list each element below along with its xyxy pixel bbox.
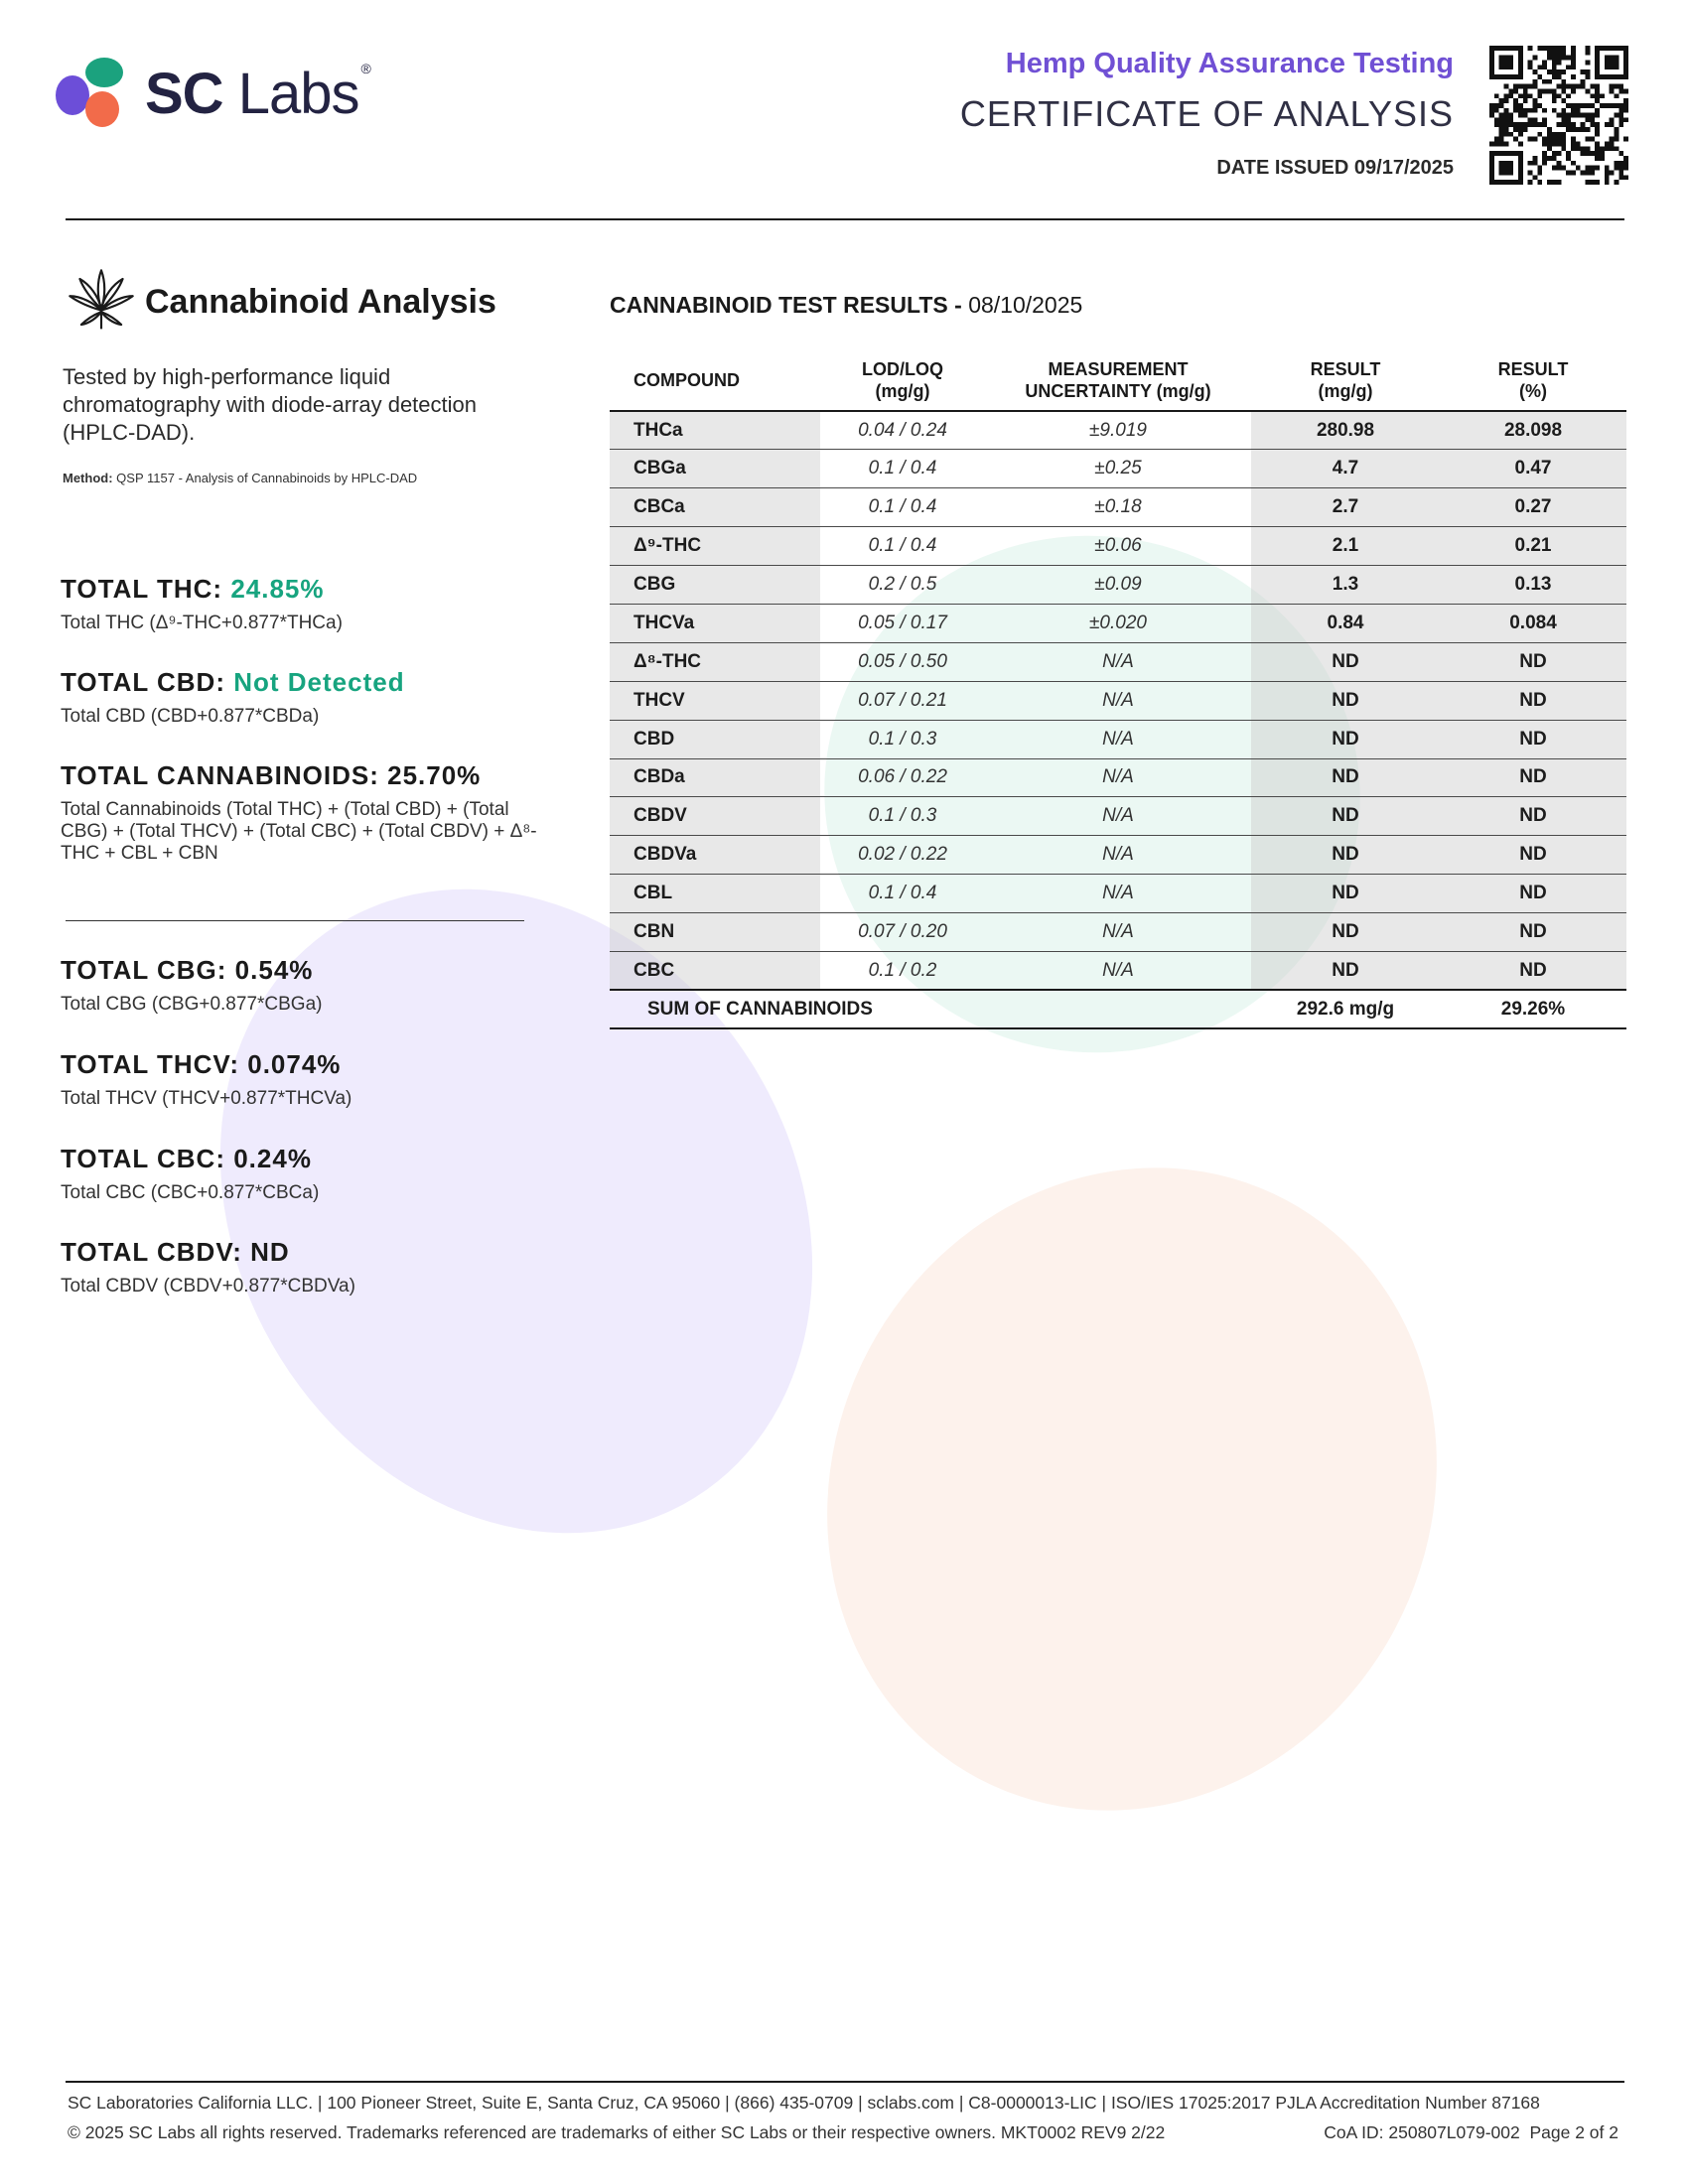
total-cannabinoids-value: 25.70% <box>387 760 482 790</box>
uncertainty: ±0.09 <box>985 566 1251 605</box>
uncertainty: N/A <box>985 681 1251 720</box>
result-pct: ND <box>1440 913 1626 952</box>
result-mg: ND <box>1251 758 1440 797</box>
result-mg: 1.3 <box>1251 566 1440 605</box>
logo-dot-purple <box>56 75 89 115</box>
cannabinoid-results-table <box>610 349 1626 1029</box>
uncertainty: ±0.25 <box>985 450 1251 488</box>
compound-name: Δ⁸-THC <box>610 642 820 681</box>
total-cbc-block: TOTAL CBC: 0.24% Total CBC (CBC+0.877*CBCa) <box>61 1144 320 1203</box>
result-mg: ND <box>1251 913 1440 952</box>
result-mg: 4.7 <box>1251 450 1440 488</box>
lod-loq: 0.1 / 0.4 <box>820 450 985 488</box>
footer-copyright-line: © 2025 SC Labs all rights reserved. Trademarks referenced are trademarks of either SC Labs or their respective owners. MKT0002 REV9 2/22 <box>68 2122 1166 2142</box>
total-thc-value: 24.85% <box>230 574 325 604</box>
header-divider <box>66 218 1624 220</box>
result-pct: 0.21 <box>1440 527 1626 566</box>
compound-name: CBD <box>610 720 820 758</box>
total-cbc-formula: Total CBC (CBC+0.877*CBCa) <box>61 1182 320 1203</box>
result-pct: ND <box>1440 836 1626 875</box>
total-thcv-value: 0.074% <box>247 1049 342 1079</box>
uncertainty: ±0.06 <box>985 527 1251 566</box>
table-row <box>610 411 1626 450</box>
table-row <box>610 488 1626 527</box>
result-mg: ND <box>1251 797 1440 836</box>
table-row <box>610 875 1626 913</box>
result-pct: 0.13 <box>1440 566 1626 605</box>
total-cbd-block: TOTAL CBD: Not Detected Total CBD (CBD+0.877*CBDa) <box>61 667 405 727</box>
lod-loq: 0.2 / 0.5 <box>820 566 985 605</box>
compound-name: THCVa <box>610 604 820 642</box>
qr-code-icon <box>1489 46 1628 185</box>
col-header-result-pct: RESULT (%) <box>1440 349 1626 411</box>
footer-address-line: SC Laboratories California LLC. | 100 Pioneer Street, Suite E, Santa Cruz, CA 95060 | (866) 435-0709 | sclabs.com | C8-0000013-LIC | ISO/IES 17025:2017 PJLA Accreditation Number 87168 <box>68 2093 1540 2113</box>
header-subtitle: Hemp Quality Assurance Testing <box>1005 48 1454 79</box>
uncertainty: N/A <box>985 836 1251 875</box>
col-header-uncertainty: MEASUREMENT UNCERTAINTY (mg/g) <box>985 349 1251 411</box>
total-thc-formula: Total THC (Δ⁹-THC+0.877*THCa) <box>61 613 343 633</box>
compound-name: CBDV <box>610 797 820 836</box>
total-cbg-formula: Total CBG (CBG+0.877*CBGa) <box>61 994 323 1015</box>
lod-loq: 0.1 / 0.3 <box>820 720 985 758</box>
method-line: Method: QSP 1157 - Analysis of Cannabinoids by HPLC-DAD <box>63 471 418 485</box>
result-mg: ND <box>1251 836 1440 875</box>
sc-labs-logo-mark-icon <box>56 56 127 131</box>
test-method-description: Tested by high-performance liquid chromatography with diode-array detection (HPLC-DAD). <box>63 364 478 445</box>
compound-name: CBGa <box>610 450 820 488</box>
compound-name: THCV <box>610 681 820 720</box>
cannabis-leaf-icon <box>66 266 137 338</box>
footer-divider <box>66 2081 1624 2083</box>
test-results-title: CANNABINOID TEST RESULTS - 08/10/2025 <box>610 292 1083 318</box>
lod-loq: 0.1 / 0.2 <box>820 951 985 990</box>
compound-name: CBDVa <box>610 836 820 875</box>
totals-divider <box>66 920 524 921</box>
lod-loq: 0.02 / 0.22 <box>820 836 985 875</box>
result-mg: ND <box>1251 681 1440 720</box>
total-cbdv-value: ND <box>250 1237 290 1267</box>
uncertainty: N/A <box>985 642 1251 681</box>
table-row <box>610 450 1626 488</box>
col-header-result-mg: RESULT (mg/g) <box>1251 349 1440 411</box>
uncertainty: N/A <box>985 913 1251 952</box>
table-row <box>610 642 1626 681</box>
compound-name: THCa <box>610 411 820 450</box>
result-pct: ND <box>1440 758 1626 797</box>
header-title: CERTIFICATE OF ANALYSIS <box>959 93 1454 134</box>
lod-loq: 0.1 / 0.4 <box>820 488 985 527</box>
compound-name: CBCa <box>610 488 820 527</box>
lod-loq: 0.1 / 0.3 <box>820 797 985 836</box>
result-pct: ND <box>1440 797 1626 836</box>
result-pct: ND <box>1440 720 1626 758</box>
col-header-lod-loq: LOD/LOQ (mg/g) <box>820 349 985 411</box>
lod-loq: 0.07 / 0.20 <box>820 913 985 952</box>
table-row <box>610 951 1626 990</box>
total-thcv-block: TOTAL THCV: 0.074% Total THCV (THCV+0.877*THCVa) <box>61 1049 352 1109</box>
uncertainty: N/A <box>985 875 1251 913</box>
logo-dot-orange <box>85 91 119 127</box>
uncertainty: ±0.18 <box>985 488 1251 527</box>
date-issued: DATE ISSUED 09/17/2025 <box>1216 157 1454 179</box>
compound-name: CBG <box>610 566 820 605</box>
table-row <box>610 797 1626 836</box>
col-header-compound: COMPOUND <box>610 349 820 411</box>
uncertainty: N/A <box>985 797 1251 836</box>
total-cbd-value: Not Detected <box>233 667 405 697</box>
compound-name: CBN <box>610 913 820 952</box>
compound-name: CBC <box>610 951 820 990</box>
compound-name: CBL <box>610 875 820 913</box>
lod-loq: 0.05 / 0.50 <box>820 642 985 681</box>
page-number: Page 2 of 2 <box>1529 2122 1618 2142</box>
uncertainty: ±0.020 <box>985 604 1251 642</box>
total-thcv-formula: Total THCV (THCV+0.877*THCVa) <box>61 1088 352 1109</box>
sum-label: SUM OF CANNABINOIDS <box>610 990 1251 1028</box>
table-row <box>610 758 1626 797</box>
result-mg: 2.1 <box>1251 527 1440 566</box>
result-pct: 0.27 <box>1440 488 1626 527</box>
cannabinoid-analysis-heading <box>66 266 496 338</box>
table-row <box>610 681 1626 720</box>
result-mg: ND <box>1251 875 1440 913</box>
compound-name: CBDa <box>610 758 820 797</box>
uncertainty: N/A <box>985 951 1251 990</box>
total-cannabinoids-formula: Total Cannabinoids (Total THC) + (Total CBD) + (Total CBG) + (Total THCV) + (Total CBC) + (Total CBDV) + Δ⁸-THC + CBL + CBN <box>61 799 537 864</box>
lod-loq: 0.04 / 0.24 <box>820 411 985 450</box>
table-row <box>610 720 1626 758</box>
total-cbd-formula: Total CBD (CBD+0.877*CBDa) <box>61 706 320 727</box>
logo-dot-green <box>85 58 123 87</box>
result-mg: ND <box>1251 642 1440 681</box>
lod-loq: 0.07 / 0.21 <box>820 681 985 720</box>
result-pct: ND <box>1440 875 1626 913</box>
sum-of-cannabinoids-row <box>610 990 1626 1028</box>
lod-loq: 0.05 / 0.17 <box>820 604 985 642</box>
uncertainty: ±9.019 <box>985 411 1251 450</box>
result-pct: ND <box>1440 951 1626 990</box>
uncertainty: N/A <box>985 758 1251 797</box>
result-mg: ND <box>1251 720 1440 758</box>
lod-loq: 0.1 / 0.4 <box>820 527 985 566</box>
result-mg: 280.98 <box>1251 411 1440 450</box>
total-cbdv-block: TOTAL CBDV: ND Total CBDV (CBDV+0.877*CBDVa) <box>61 1237 355 1297</box>
sc-labs-logo <box>56 56 370 131</box>
result-pct: ND <box>1440 681 1626 720</box>
uncertainty: N/A <box>985 720 1251 758</box>
result-pct: ND <box>1440 642 1626 681</box>
table-row <box>610 527 1626 566</box>
lod-loq: 0.06 / 0.22 <box>820 758 985 797</box>
total-thc-block: TOTAL THC: 24.85% Total THC (Δ⁹-THC+0.877*THCa) <box>61 574 343 633</box>
result-mg: 0.84 <box>1251 604 1440 642</box>
footer-coa-id: CoA ID: 250807L079-002 Page 2 of 2 <box>1324 2122 1618 2142</box>
total-cannabinoids-block: TOTAL CANNABINOIDS: 25.70% Total Cannabinoids (Total THC) + (Total CBD) + (Total CBG) + (Total THCV) + (Total CBC) + (Total CBDV) + Δ⁸-THC + CBL + CBN <box>61 760 547 865</box>
table-header-row <box>610 349 1626 411</box>
result-mg: ND <box>1251 951 1440 990</box>
compound-name: Δ⁹-THC <box>610 527 820 566</box>
section-title: Cannabinoid Analysis <box>145 282 496 321</box>
sum-result-pct: 29.26% <box>1440 990 1626 1028</box>
total-cbdv-formula: Total CBDV (CBDV+0.877*CBDVa) <box>61 1276 355 1297</box>
result-pct: 0.084 <box>1440 604 1626 642</box>
result-mg: 2.7 <box>1251 488 1440 527</box>
table-row <box>610 913 1626 952</box>
table-row <box>610 604 1626 642</box>
background-blob-orange <box>715 1060 1549 1918</box>
total-cbc-value: 0.24% <box>233 1144 312 1173</box>
lod-loq: 0.1 / 0.4 <box>820 875 985 913</box>
result-pct: 0.47 <box>1440 450 1626 488</box>
total-cbg-block: TOTAL CBG: 0.54% Total CBG (CBG+0.877*CBGa) <box>61 955 323 1015</box>
result-pct: 28.098 <box>1440 411 1626 450</box>
table-row <box>610 836 1626 875</box>
logo-wordmark: SC Labs ® <box>145 60 370 126</box>
total-cbg-value: 0.54% <box>234 955 314 985</box>
sum-result-mg: 292.6 mg/g <box>1251 990 1440 1028</box>
table-row <box>610 566 1626 605</box>
